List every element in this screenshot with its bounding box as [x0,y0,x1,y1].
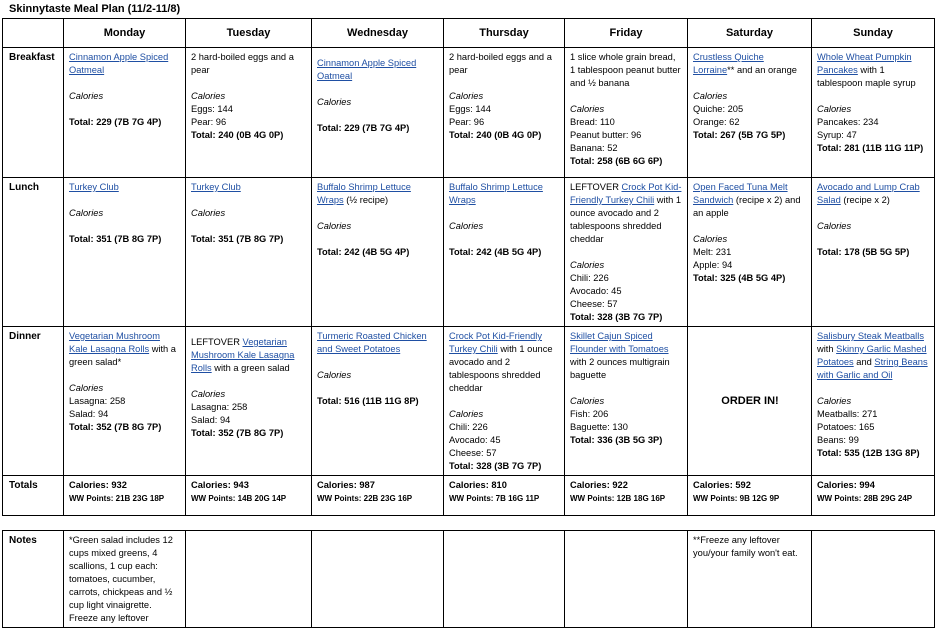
meal-cell [186,327,312,476]
meal-total: Total: 267 (5B 7G 5P) [693,130,786,140]
recipe-link[interactable]: Vegetarian Mushroom Kale Lasagna Rolls [69,331,160,354]
calorie-item: Lasagna: 258 [69,396,126,406]
totals-cell [565,476,688,516]
lunch-row [3,178,935,327]
meal-total: Total: 229 (7B 7G 4P) [317,123,410,133]
totals-cell [186,476,312,516]
recipe-link[interactable]: Crustless Quiche Lorraine [693,52,764,75]
meal-cell [812,178,935,327]
meal-text: (½ recipe) [343,195,389,205]
recipe-link[interactable]: Whole Wheat Pumpkin Pancakes [817,52,912,75]
meal-text: with 1 ounce avocado and 2 tablespoons shredded cheddar [570,195,682,244]
meal-text: with a green salad [211,363,290,373]
meal-cell [812,48,935,178]
meal-text: 2 hard-boiled eggs and a pear [191,52,294,75]
meal-cell [64,178,186,327]
meal-cell [565,327,688,476]
calories-label: Calories [317,97,352,107]
meal-total: Total: 240 (0B 4G 0P) [191,130,284,140]
ww-points: WW Points: 28B 29G 24P [817,494,913,503]
calories-label: Calories [449,221,484,231]
day-header: Monday [64,19,186,48]
meal-cell [444,178,565,327]
meal-total: Total: 325 (4B 5G 4P) [693,273,786,283]
calories-label: Calories [69,208,104,218]
meal-cell [186,48,312,178]
meal-total: Total: 242 (4B 5G 4P) [317,247,410,257]
leftover-label: LEFTOVER [570,182,622,192]
meal-text: with 2 ounces multigrain baguette [570,357,670,380]
calorie-item: Fish: 206 [570,409,609,419]
totals-cell [444,476,565,516]
recipe-link[interactable]: Crock Pot Kid-Friendly Turkey Chili [570,182,682,205]
meal-text: (recipe x 2) [840,195,890,205]
recipe-link[interactable]: Skillet Cajun Spiced Flounder with Tomatoes [570,331,669,354]
calories-label: Calories [693,91,728,101]
calories-label: Calories [817,104,852,114]
corner-cell [3,19,64,48]
note-cell [444,531,565,628]
recipe-link[interactable]: Open Faced Tuna Melt Sandwich [693,182,788,205]
calorie-item: Baguette: 130 [570,422,628,432]
recipe-link[interactable]: Vegetarian Mushroom Kale Lasagna Rolls [191,337,295,373]
row-label-notes: Notes [3,531,64,628]
calorie-item: Bread: 110 [570,117,615,127]
recipe-link[interactable]: String Beans with Garlic and Oil [817,357,928,380]
meal-total: Total: 336 (3B 5G 3P) [570,435,663,445]
row-label-totals: Totals [3,476,64,516]
calories-label: Calories [191,389,226,399]
note-cell: **Freeze any leftover you/your family won't eat. [688,531,812,628]
calorie-item: Orange: 62 [693,117,740,127]
calorie-item: Eggs: 144 [191,104,233,114]
day-calories: Calories: 943 [191,480,249,490]
calories-label: Calories [191,208,226,218]
calories-label: Calories [693,234,728,244]
day-header: Sunday [812,19,935,48]
order-in-cell: ORDER IN! [688,327,812,476]
day-calories: Calories: 810 [449,480,507,490]
day-calories: Calories: 994 [817,480,875,490]
calorie-item: Eggs: 144 [449,104,491,114]
calories-label: Calories [817,396,852,406]
recipe-link[interactable]: Turmeric Roasted Chicken and Sweet Potatoes [317,331,427,354]
day-header: Saturday [688,19,812,48]
calories-label: Calories [191,91,226,101]
calorie-item: Avocado: 45 [449,435,501,445]
recipe-link[interactable]: Skinny Garlic Mashed Potatoes [817,344,927,367]
note-cell: *Green salad includes 12 cups mixed greens, 4 scallions, 1 cup each: tomatoes, cucumber, carrots, chickpeas and ½ cup light vinaigrette. Freeze any leftover [64,531,186,628]
meal-total: Total: 229 (7B 7G 4P) [69,117,162,127]
meal-cell [312,48,444,178]
recipe-link[interactable]: Buffalo Shrimp Lettuce Wraps [449,182,543,205]
meal-text: (recipe x 2) and an apple [693,195,801,218]
notes-table [2,530,935,628]
meal-text: with 1 ounce avocado and 2 tablespoons shredded cheddar [449,344,553,393]
meal-cell [64,48,186,178]
meal-text: with 1 tablespoon maple syrup [817,65,916,88]
recipe-link[interactable]: Turkey Club [191,182,241,192]
calories-label: Calories [317,370,352,380]
calorie-item: Chili: 226 [570,273,609,283]
meal-total: Total: 281 (11B 11G 11P) [817,143,924,153]
totals-cell [688,476,812,516]
meal-total: Total: 352 (7B 8G 7P) [69,422,162,432]
meal-cell [565,178,688,327]
totals-cell [64,476,186,516]
ww-points: WW Points: 22B 23G 16P [317,494,413,503]
note-cell [186,531,312,628]
meal-text: 1 slice whole grain bread, 1 tablespoon peanut butter and ½ banana [570,52,681,88]
meal-text: with [817,344,837,354]
meal-text: with a green salad* [69,344,176,367]
ww-points: WW Points: 9B 12G 9P [693,494,780,503]
calories-label: Calories [570,104,605,114]
meal-cell [444,327,565,476]
calories-label: Calories [449,91,484,101]
calorie-item: Potatoes: 165 [817,422,875,432]
page-title: Skinnytaste Meal Plan (11/2-11/8) [9,3,181,15]
day-header: Wednesday [312,19,444,48]
meal-total: Total: 328 (3B 7G 7P) [570,312,663,322]
meal-cell [444,48,565,178]
calories-label: Calories [817,221,852,231]
recipe-link[interactable]: Cinnamon Apple Spiced Oatmeal [69,52,169,75]
recipe-link[interactable]: Buffalo Shrimp Lettuce Wraps [317,182,411,205]
calorie-item: Banana: 52 [570,143,618,153]
leftover-label: LEFTOVER [191,337,243,347]
recipe-link[interactable]: Salisbury Steak Meatballs [817,331,924,341]
calorie-item: Chili: 226 [449,422,488,432]
calories-label: Calories [69,91,104,101]
calories-label: Calories [570,396,605,406]
calorie-item: Cheese: 57 [570,299,618,309]
recipe-link[interactable]: Crock Pot Kid-Friendly Turkey Chili [449,331,542,354]
meal-total: Total: 351 (7B 8G 7P) [69,234,162,244]
breakfast-row [3,48,935,178]
calories-label: Calories [570,260,605,270]
calorie-item: Beans: 99 [817,435,859,445]
dinner-row [3,327,935,476]
meal-cell [312,178,444,327]
calorie-item: Apple: 94 [693,260,733,270]
meal-total: Total: 242 (4B 5G 4P) [449,247,542,257]
meal-text: 2 hard-boiled eggs and a pear [449,52,552,75]
calorie-item: Meatballs: 271 [817,409,878,419]
day-calories: Calories: 592 [693,480,751,490]
meal-plan-table [2,18,935,516]
calorie-item: Peanut butter: 96 [570,130,642,140]
calorie-item: Syrup: 47 [817,130,857,140]
ww-points: WW Points: 14B 20G 14P [191,494,287,503]
calorie-item: Pancakes: 234 [817,117,879,127]
header-row [3,19,935,48]
meal-cell [64,327,186,476]
day-calories: Calories: 987 [317,480,375,490]
row-label-lunch: Lunch [3,178,64,327]
meal-cell [812,327,935,476]
row-label-breakfast: Breakfast [3,48,64,178]
ww-points: WW Points: 7B 16G 11P [449,494,540,503]
recipe-link[interactable]: Avocado and Lump Crab Salad [817,182,920,205]
meal-text: and [853,357,875,367]
totals-cell [312,476,444,516]
calorie-item: Salad: 94 [191,415,231,425]
ww-points: WW Points: 12B 18G 16P [570,494,666,503]
meal-total: Total: 240 (0B 4G 0P) [449,130,542,140]
day-header: Tuesday [186,19,312,48]
meal-total: Total: 328 (3B 7G 7P) [449,461,542,471]
totals-row [3,476,935,516]
meal-total: Total: 258 (6B 6G 6P) [570,156,663,166]
note-cell [812,531,935,628]
meal-total: Total: 178 (5B 5G 5P) [817,247,910,257]
notes-row [3,531,935,628]
meal-cell [186,178,312,327]
recipe-link[interactable]: Turkey Club [69,182,119,192]
calorie-item: Lasagna: 258 [191,402,248,412]
recipe-link[interactable]: Cinnamon Apple Spiced Oatmeal [317,58,417,81]
calories-label: Calories [317,221,352,231]
meal-cell [688,178,812,327]
meal-total: Total: 516 (11B 11G 8P) [317,396,419,406]
calorie-item: Salad: 94 [69,409,109,419]
meal-text: ** and an orange [727,65,797,75]
meal-total: Total: 352 (7B 8G 7P) [191,428,284,438]
calories-label: Calories [69,383,104,393]
calorie-item: Quiche: 205 [693,104,744,114]
meal-cell [688,48,812,178]
day-header: Thursday [444,19,565,48]
note-cell [565,531,688,628]
day-calories: Calories: 922 [570,480,628,490]
meal-cell [565,48,688,178]
note-cell [312,531,444,628]
calorie-item: Pear: 96 [191,117,227,127]
ww-points: WW Points: 21B 23G 18P [69,494,165,503]
day-calories: Calories: 932 [69,480,127,490]
calorie-item: Avocado: 45 [570,286,622,296]
meal-total: Total: 535 (12B 13G 8P) [817,448,920,458]
calorie-item: Cheese: 57 [449,448,497,458]
day-header: Friday [565,19,688,48]
calorie-item: Pear: 96 [449,117,485,127]
calories-label: Calories [449,409,484,419]
meal-total: Total: 351 (7B 8G 7P) [191,234,284,244]
row-label-dinner: Dinner [3,327,64,476]
meal-cell [312,327,444,476]
calorie-item: Melt: 231 [693,247,732,257]
totals-cell [812,476,935,516]
